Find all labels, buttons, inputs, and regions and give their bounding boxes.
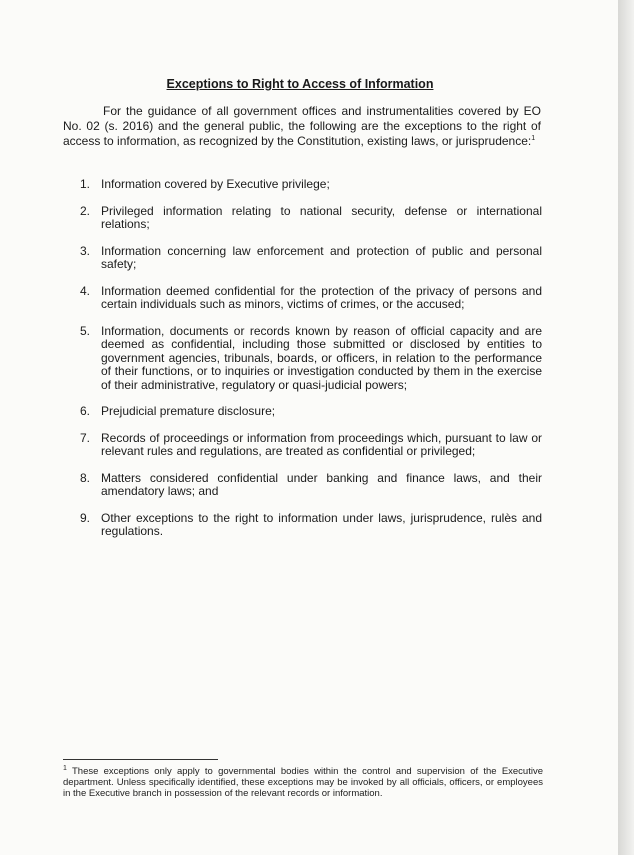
item-number: 3. bbox=[80, 243, 91, 258]
item-number: 4. bbox=[80, 283, 91, 298]
footnote-divider bbox=[63, 759, 218, 760]
footnote-reference: 1 bbox=[531, 135, 536, 142]
list-item bbox=[80, 512, 542, 539]
list-item bbox=[80, 472, 542, 499]
list-item bbox=[80, 245, 542, 272]
item-text: Information, documents or records known by reason of official capacity and are deemed as confidential, including those submitted or disclosed by entities to government agencies, tribunals, boards, or officers, in relation to the performance of their functions, or to inquiries or investigation conducted by them in the exercise of their administrative, regulatory or quasi-judicial powers; bbox=[101, 323, 542, 392]
document-title: Exceptions to Right to Access of Information bbox=[166, 77, 434, 91]
list-item bbox=[80, 178, 542, 192]
item-text: Privileged information relating to national security, defense or international relations; bbox=[101, 203, 542, 231]
list-item bbox=[80, 285, 542, 312]
item-text: Information covered by Executive privilege; bbox=[101, 177, 330, 191]
list-item bbox=[80, 325, 542, 393]
footnote-text: These exceptions only apply to governmental bodies within the control and supervision of the Executive department. Unless specifically identified, these exceptions may be invoked by all officials, officers, or employees in the Executive branch in possession of the relevant records or information. bbox=[63, 766, 544, 799]
list-item bbox=[80, 405, 542, 419]
page-edge-shadow bbox=[618, 0, 634, 855]
item-text: Matters considered confidential under banking and finance laws, and their amendatory laws; and bbox=[101, 470, 542, 498]
item-number: 5. bbox=[80, 323, 91, 338]
item-number: 7. bbox=[80, 430, 91, 445]
item-text: Information deemed confidential for the protection of the privacy of persons and certain individuals such as minors, victims of crimes, or the accused; bbox=[101, 283, 542, 311]
item-text: Prejudicial premature disclosure; bbox=[101, 404, 276, 418]
intro-text: For the guidance of all government offices and instrumentalities covered by EO No. 02 (s. 2016) and the general public, the following are the exceptions to the right of access to information, as recognized by the Constitution, existing laws, or jurisprudence: bbox=[63, 104, 541, 148]
item-text: Other exceptions to the right to information under laws, jurisprudence, rulès and regulations. bbox=[101, 510, 542, 538]
item-number: 9. bbox=[80, 510, 91, 525]
item-number: 8. bbox=[80, 470, 91, 485]
item-number: 6. bbox=[80, 404, 91, 418]
footnote bbox=[63, 766, 543, 799]
intro-paragraph bbox=[63, 104, 541, 149]
footnote-mark: 1 bbox=[63, 764, 67, 772]
exceptions-list bbox=[80, 178, 542, 552]
item-text: Information concerning law enforcement and protection of public and personal safety; bbox=[101, 243, 542, 271]
list-item bbox=[80, 432, 542, 459]
item-number: 1. bbox=[80, 177, 91, 191]
item-text: Records of proceedings or information from proceedings which, pursuant to law or relevant rules and regulations, are treated as confidential or privileged; bbox=[101, 430, 542, 458]
item-number: 2. bbox=[80, 203, 91, 218]
list-item bbox=[80, 205, 542, 232]
